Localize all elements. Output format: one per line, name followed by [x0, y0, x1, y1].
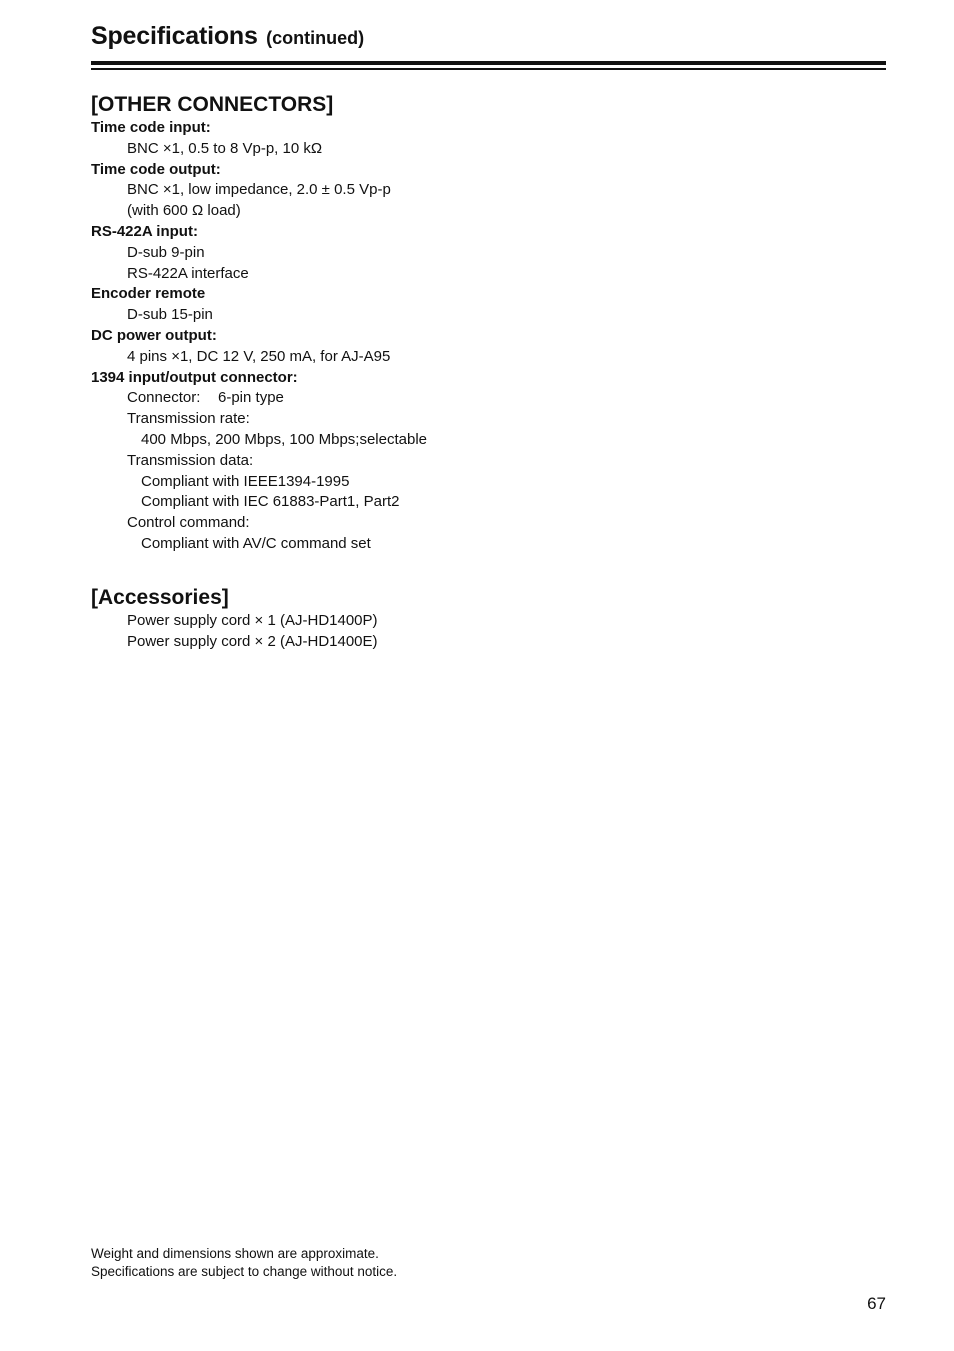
spec-value: 6-pin type [218, 389, 284, 407]
header-rule-thick [91, 61, 886, 65]
spec-sub-label: Transmission rate: [127, 410, 250, 428]
spec-item-encoder-remote [91, 284, 886, 326]
spec-item-dc-power-output [91, 326, 886, 368]
spec-sub-label: Control command: [127, 514, 250, 532]
accessory-item: Power supply cord × 1 (AJ-HD1400P) [127, 611, 378, 629]
spec-value: BNC ×1, 0.5 to 8 Vp-p, 10 kΩ [127, 139, 323, 157]
page-title: Specifications [91, 22, 258, 50]
spec-connector-row [91, 388, 886, 409]
spec-value: Compliant with AV/C command set [141, 534, 371, 552]
spec-value: BNC ×1, low impedance, 2.0 ± 0.5 Vp-p [127, 181, 391, 199]
footer-note: Weight and dimensions shown are approximate. [91, 1246, 379, 1261]
spec-label: Encoder remote [91, 285, 206, 303]
page-subtitle: (continued) [266, 28, 365, 48]
other-connectors-section [91, 92, 886, 555]
spec-value: 4 pins ×1, DC 12 V, 250 mA, for AJ-A95 [127, 347, 391, 365]
spec-value: 400 Mbps, 200 Mbps, 100 Mbps;selectable [141, 430, 428, 448]
spec-value: D-sub 9-pin [127, 243, 205, 261]
accessories-section [91, 585, 886, 653]
spec-sub-label: Connector: [127, 389, 201, 407]
accessory-item: Power supply cord × 2 (AJ-HD1400E) [127, 632, 378, 650]
footer-notes [91, 1245, 397, 1281]
other-connectors-heading: [OTHER CONNECTORS] [91, 93, 334, 116]
spec-value: Compliant with IEEE1394-1995 [141, 472, 350, 490]
spec-label: RS-422A input: [91, 222, 198, 240]
footer-note: Specifications are subject to change without notice. [91, 1264, 398, 1279]
spec-value: RS-422A interface [127, 264, 249, 282]
page-number: 67 [867, 1294, 886, 1313]
spec-sub-label: Transmission data: [127, 451, 254, 469]
spec-item-time-code-input [91, 118, 886, 160]
spec-label: Time code input: [91, 119, 211, 136]
accessories-heading: [Accessories] [91, 585, 229, 609]
spec-content [91, 92, 886, 682]
spec-label: 1394 input/output connector: [91, 368, 298, 386]
spec-value: (with 600 Ω load) [127, 202, 241, 220]
page-header [91, 22, 364, 51]
spec-item-1394-connector [91, 368, 886, 555]
spec-label: DC power output: [91, 326, 217, 344]
spec-value: Compliant with IEC 61883-Part1, Part2 [141, 493, 400, 511]
spec-item-rs422a-input [91, 222, 886, 284]
spec-label: Time code output: [91, 160, 221, 178]
spec-item-time-code-output [91, 160, 886, 222]
header-rule-thin [91, 68, 886, 70]
spec-value: D-sub 15-pin [127, 306, 213, 324]
